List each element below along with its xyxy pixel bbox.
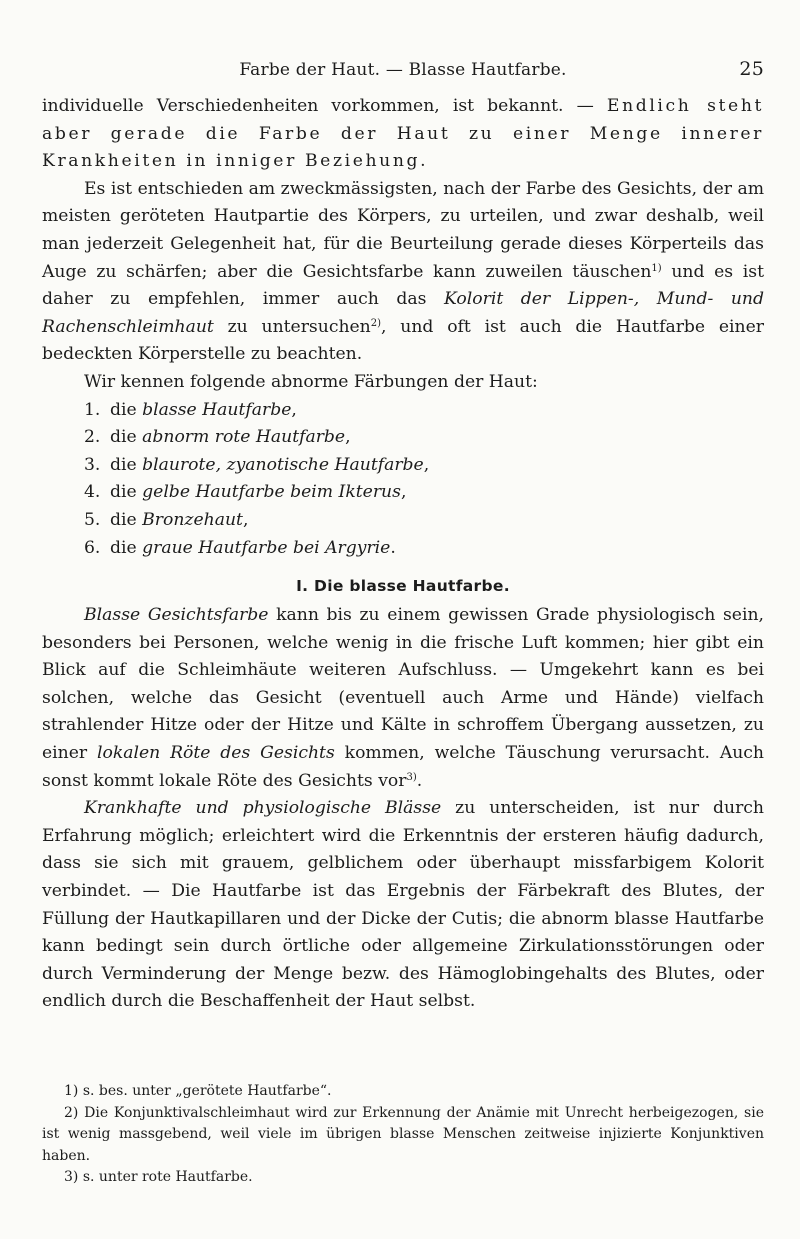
text-run: und es ist daher zu empfehlen, immer auch das <box>42 261 764 310</box>
footnote-ref-3: 3) <box>406 771 417 783</box>
text-run: zu untersuchen <box>213 316 371 337</box>
text-run: , <box>423 454 430 475</box>
text-run: zu unterscheiden, ist nur durch Erfahrung möglich; erleichtert wird die Erkenntnis der ersteren häufig dadurch, dass sie sich mit grauem, gelblichem oder überhaupt missfarbigem Kolorit verbindet. — Die Hautfarbe ist das Ergebnis der Färbekraft des Blutes, der Füllung der Hautkapillaren und der Dicke der Cutis; die abnorm blasse Hautfarbe kann bedingt sein durch örtliche oder allgemeine Zirkulationsstörungen oder durch Verminderung der Menge bezw. des Hämoglobingehalts des Blutes, oder endlich durch die Beschaffenheit der Haut selbst. <box>42 798 764 1012</box>
text-run: die <box>110 509 143 530</box>
italic-term: blaurote, zyanotische Hautfarbe <box>142 454 424 475</box>
footnote-ref-2: 2) <box>370 317 382 329</box>
italic-term: lokalen Röte des Gesichts <box>96 743 335 764</box>
italic-term: Blasse Gesichtsfarbe <box>84 605 269 626</box>
list-number: 4. <box>84 482 101 503</box>
text-run: die <box>110 454 143 475</box>
emphasized-text: Endlich steht aber gerade die Farbe der Haut zu einer Menge innerer Krankheiten in inniger Beziehung. <box>42 96 765 172</box>
paragraph-4 <box>42 602 764 795</box>
footnote-ref-1: 1) <box>651 262 662 274</box>
text-run: Es ist entschieden am zweckmässigsten, nach der Farbe des Gesichts, der am meisten geröteten Hautpartie des Körpers, zu urteilen, und zwar deshalb, weil man jederzeit Gelegenheit hat, für die Beurteilung gerade dieses Körperteils das Auge zu schärfen; aber die Gesichtsfarbe kann zuweilen täuschen <box>42 178 764 282</box>
italic-term: Bronzehaut <box>142 509 243 530</box>
italic-term: abnorm rote Hautfarbe <box>142 427 346 448</box>
list-number: 5. <box>84 509 101 530</box>
italic-term: Kolorit der Lippen-, Mund- und Rachenschleimhaut <box>42 289 764 337</box>
footnote-1: 1) s. bes. unter „gerötete Hautfarbe“. <box>64 1083 332 1099</box>
text-run: kommen, welche Täuschung verursacht. Auch sonst kommt lokale Röte des Gesichts vor <box>42 743 765 791</box>
text-run: , <box>291 399 297 420</box>
text-run: , und oft ist auch die Hautfarbe einer bedeckten Körperstelle zu beachten. <box>42 316 764 365</box>
text-run: , <box>400 482 407 503</box>
text-run: , <box>242 509 249 530</box>
text-run: , <box>345 427 351 448</box>
list-item <box>84 507 764 535</box>
list-item <box>84 424 764 452</box>
text-run: die <box>110 537 143 558</box>
text-run: kann bis zu einem gewissen Grade physiologisch sein, besonders bei Personen, welche wenig in die frische Luft kommen; hier gibt ein Blick auf die Schleimhäute weiteren Aufschluss. — Umgekehrt kann es bei solchen, welche das Gesicht (eventuell auch Arme und Hände) vielfach strahlender Hitze oder der Hitze und Kälte in schroffem Übergang aussetzen, zu einer <box>42 605 764 764</box>
page-number: 25 <box>739 58 764 80</box>
italic-term: graue Hautfarbe bei Argyrie <box>142 537 391 558</box>
running-title: Farbe der Haut. — Blasse Hautfarbe. <box>239 60 567 80</box>
list-number: 6. <box>84 537 101 558</box>
text-run: individuelle Verschiedenheiten vorkommen, ist bekannt. — <box>42 96 607 116</box>
list-number: 1. <box>84 399 101 420</box>
text-run: die <box>110 482 143 503</box>
italic-term: gelbe Hautfarbe beim Ikterus <box>142 482 401 503</box>
italic-term: Krankhafte und physiologische Blässe <box>84 798 442 819</box>
list-item <box>84 479 764 507</box>
paragraph-5 <box>42 795 764 1016</box>
italic-term: blasse Hautfarbe <box>142 399 292 420</box>
footnote-2: 2) Die Konjunktivalschleimhaut wird zur Erkennung der Anämie mit Unrecht herbeigezogen, sie ist wenig massgebend, weil viele im übrigen blasse Menschen zeitweise injizierte Konjunktiven haben. <box>42 1104 764 1164</box>
text-run: . <box>416 770 423 791</box>
list-item <box>84 535 764 563</box>
paragraph-2 <box>42 176 764 369</box>
paragraph-3: Wir kennen folgende abnorme Färbungen der Haut: <box>84 371 538 392</box>
list-item <box>84 452 764 480</box>
text-run: . <box>390 537 396 558</box>
list-item <box>84 397 764 425</box>
paragraph-1 <box>42 93 764 176</box>
running-header <box>42 56 764 84</box>
list-number: 3. <box>84 454 101 475</box>
body-text <box>42 93 764 1016</box>
footnotes <box>42 1081 764 1189</box>
list-number: 2. <box>84 427 101 448</box>
text-run: die <box>110 427 143 448</box>
text-run: die <box>110 399 143 420</box>
colorings-list <box>42 397 764 563</box>
section-heading: I. Die blasse Hautfarbe. <box>296 577 510 596</box>
footnote-3: 3) s. unter rote Hautfarbe. <box>64 1169 253 1185</box>
